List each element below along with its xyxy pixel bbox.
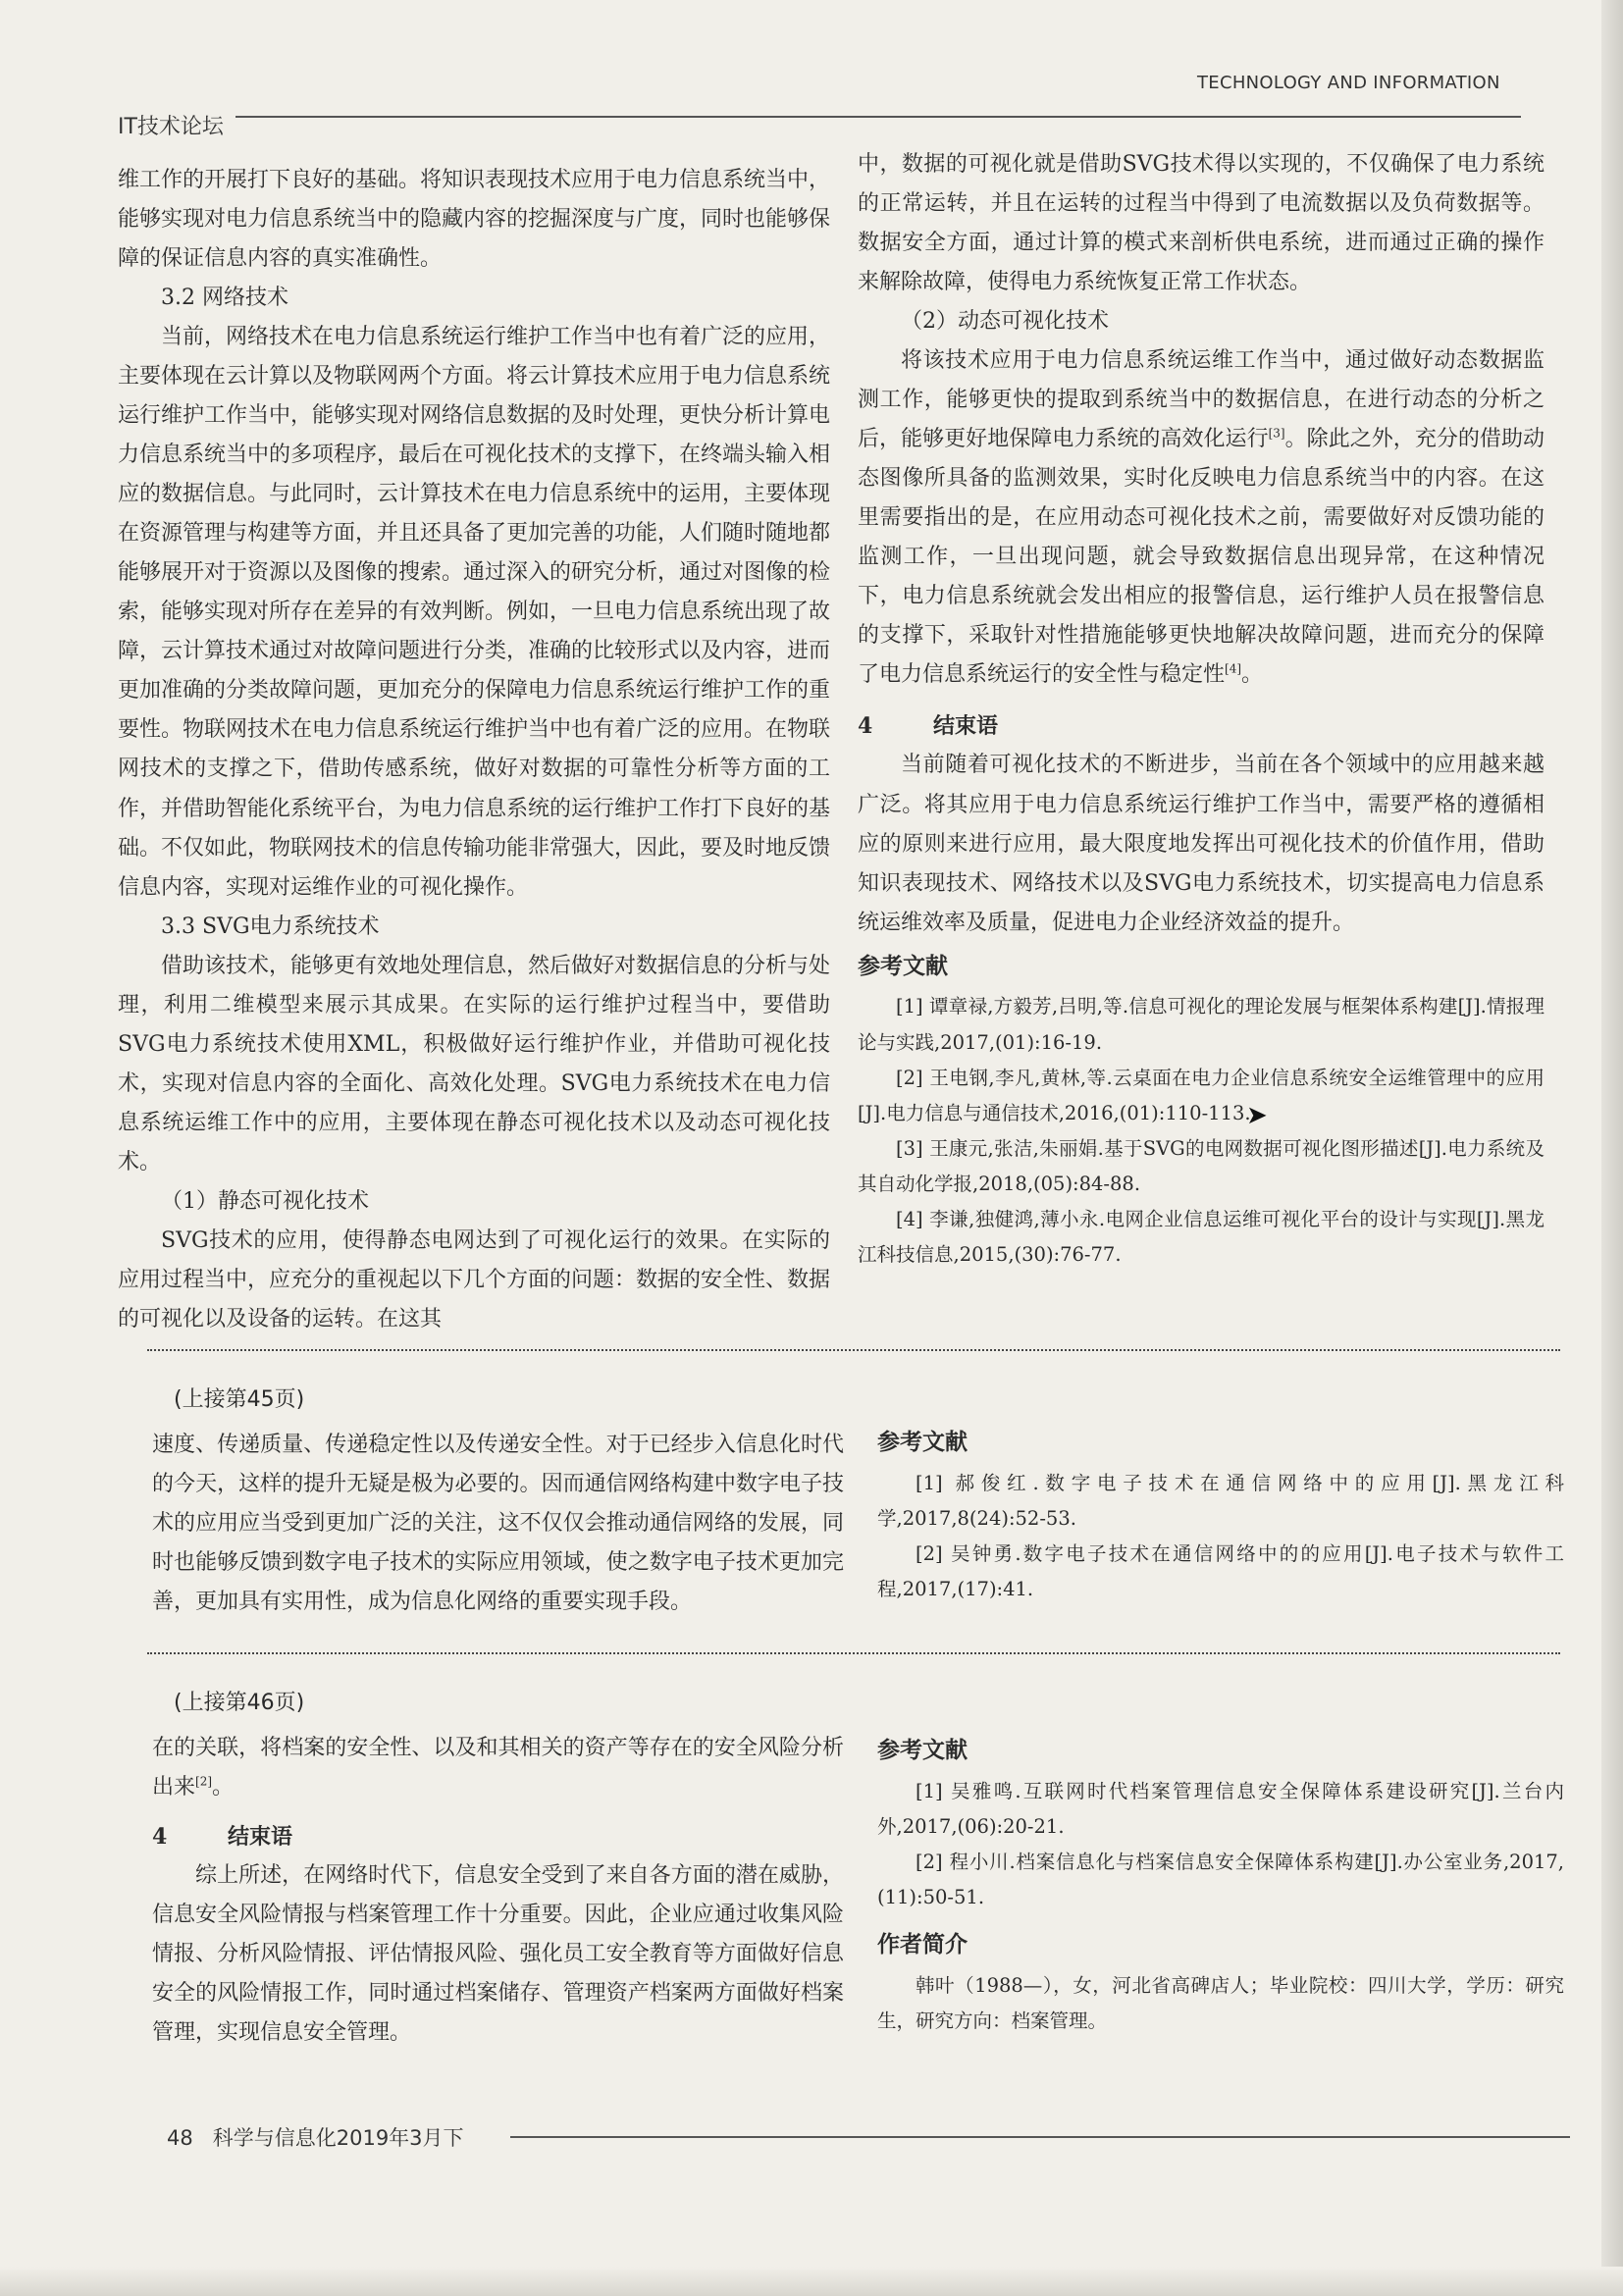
- dotted-separator: [147, 1652, 1560, 1654]
- reference-item: [1] 郝俊红.数字电子技术在通信网络中的应用[J].黑龙江科学,2017,8(24):52-53.: [877, 1471, 1564, 1530]
- paragraph: 当前，网络技术在电力信息系统运行维护工作当中也有着广泛的应用，主要体现在云计算以及物联网两个方面。将云计算技术应用于电力信息系统运行维护工作当中，能够实现对网络信息数据的及时处理，更快分析计算电力信息系统当中的多项程序，最后在可视化技术的支撑下，在终端头输入相应的数据信息。与此同时，云计算技术在电力信息系统中的运用，主要体现在资源管理与构建等方面，并且还具备了更加完善的功能，人们随时随地都能够展开对于资源以及图像的搜索。通过深入的研究分析，通过对图像的检索，能够实现对所存在差异的有效判断。例如，一旦电力信息系统出现了故障，云计算技术通过对故障问题进行分类，准确的比较形式以及内容，进而更加准确的分类故障问题，更加充分的保障电力信息系统运行维护工作的重要性。物联网技术在电力信息系统运行维护当中也有着广泛的应用。在物联网技术的支撑之下，借助传感系统，做好对数据的可靠性分析等方面的工作，并借助智能化系统平台，为电力信息系统的运行维护工作打下良好的基础。不仅如此，物联网技术的信息传输功能非常强大，因此，要及时地反馈信息内容，实现对运维作业的可视化操作。: [118, 325, 831, 900]
- references-heading: 参考文献: [877, 1430, 968, 1455]
- section-title: 结束语: [228, 1824, 293, 1851]
- reference-item: [2] 王电钢,李凡,黄林,等.云桌面在电力企业信息系统安全运维管理中的应用[J].电力信息与通信技术,2016,(01):110-113.: [858, 1066, 1544, 1124]
- section-number: 4: [152, 1824, 168, 1851]
- citation-marker: [3]: [1268, 426, 1285, 441]
- continued-article-left: [152, 1381, 844, 1622]
- article-column-left: [118, 161, 830, 1339]
- reference-item: [1] 吴雅鸣.互联网时代档案管理信息安全保障体系建设研究[J].兰台内外,2017,(06):20-21.: [877, 1779, 1564, 1838]
- paragraph: 中，数据的可视化就是借助SVG技术得以实现的，不仅确保了电力系统的正常运转，并且在运转的过程当中得到了电流数据以及负荷数据等。数据安全方面，通过计算的模式来剖析供电系统，进而通过正确的操作来解除故障，使得电力系统恢复正常工作状态。: [858, 152, 1544, 295]
- reference-list: [877, 1466, 1564, 1607]
- reference-item: [2] 吴钟勇.数字电子技术在通信网络中的的应用[J].电子技术与软件工程,2017,(17):41.: [877, 1541, 1564, 1601]
- scan-edge: [1601, 0, 1623, 2296]
- dotted-separator: [147, 1349, 1560, 1351]
- reference-item: [1] 谭章禄,方毅芳,吕明,等.信息可视化的理论发展与框架体系构建[J].情报理论与实践,2017,(01):16-19.: [858, 995, 1544, 1054]
- subsection-heading: 3.3 SVG电力系统技术: [161, 913, 380, 939]
- section-heading: [152, 1817, 844, 1856]
- section-number: 4: [858, 713, 873, 740]
- page-number: 48: [167, 2126, 193, 2150]
- paragraph-text: 。: [212, 1775, 235, 1800]
- section-heading: [858, 706, 1544, 746]
- author-bio: [877, 1968, 1564, 2039]
- scan-bottom-edge: [0, 2267, 1623, 2296]
- reference-list: [858, 989, 1544, 1273]
- paragraph: [858, 341, 1544, 695]
- cursor-pointer-icon: ➤: [1246, 1101, 1268, 1130]
- page-footer: [167, 2122, 464, 2152]
- reference-list: [877, 1774, 1564, 1915]
- paragraph-text: 。: [1241, 662, 1264, 688]
- continued-article-right: [877, 1727, 1564, 2039]
- paragraph-text: 。除此之外，充分的借助动态图像所具备的监测效果，实时化反映电力信息系统当中的内容。在这里需要指出的是，在应用动态可视化技术之前，需要做好对反馈功能的监测工作，一旦出现问题，就会导致数据信息出现异常，在这种情况下，电力信息系统就会发出相应的报警信息，运行维护人员在报警信息的支撑下，采取针对性措施能够更快地解决故障问题，进而充分的保障了电力信息系统运行的安全性与稳定性: [858, 427, 1544, 688]
- citation-marker: [2]: [195, 1774, 213, 1789]
- journal-issue: 科学与信息化2019年3月下: [212, 2126, 464, 2150]
- paragraph: [152, 1729, 844, 1807]
- subsection-heading: （2）动态可视化技术: [901, 309, 1109, 335]
- author-bio-heading: 作者简介: [877, 1932, 968, 1958]
- subsection-heading: （1）静态可视化技术: [161, 1188, 369, 1214]
- footer-rule: [510, 2136, 1570, 2138]
- continued-article-right: [877, 1419, 1564, 1607]
- continuation-note: (上接第46页): [174, 1691, 305, 1715]
- continued-article-left: [152, 1684, 844, 2053]
- section-title: IT技术论坛: [118, 115, 224, 139]
- article-column-right: [858, 145, 1544, 1273]
- continuation-note: (上接第45页): [174, 1387, 305, 1412]
- reference-item: [4] 李谦,独健鸿,薄小永.电网企业信息运维可视化平台的设计与实现[J].黑龙江科技信息,2015,(30):76-77.: [858, 1207, 1544, 1266]
- references-heading: 参考文献: [877, 1738, 968, 1763]
- header-rule: [236, 116, 1521, 118]
- subsection-heading: 3.2 网络技术: [161, 286, 288, 311]
- section-title: 结束语: [933, 713, 999, 740]
- citation-marker: [4]: [1225, 662, 1242, 677]
- paragraph: SVG技术的应用，使得静态电网达到了可视化运行的效果。在实际的应用过程当中，应充分的重视起以下几个方面的问题：数据的安全性、数据的可视化以及设备的运转。在这其: [118, 1227, 831, 1331]
- paragraph: 速度、传递质量、传递稳定性以及传递安全性。对于已经步入信息化时代的今天，这样的提升无疑是极为必要的。因而通信网络构建中数字电子技术的应用应当受到更加广泛的关注，这不仅仅会推动通信网络的发展，同时也能够反馈到数字电子技术的实际应用领域，使之数字电子技术更加完善，更加具有实用性，成为信息化网络的重要实现手段。: [152, 1433, 844, 1615]
- paragraph-text: 在的关联，将档案的安全性、以及和其相关的资产等存在的安全风险分析出来: [152, 1736, 844, 1800]
- paragraph: 当前随着可视化技术的不断进步，当前在各个领域中的应用越来越广泛。将其应用于电力信息系统运行维护工作当中，需要严格的遵循相应的原则来进行应用，最大限度地发挥出可视化技术的价值作用，借助知识表现技术、网络技术以及SVG电力系统技术，切实提高电力信息系统运维效率及质量，促进电力企业经济效益的提升。: [858, 753, 1544, 935]
- references-heading: 参考文献: [858, 953, 948, 979]
- paragraph: 维工作的开展打下良好的基础。将知识表现技术应用于电力信息系统当中，能够实现对电力信息系统当中的隐藏内容的挖掘深度与广度，同时也能够保障的保证信息内容的真实准确性。: [118, 168, 831, 272]
- paragraph: 借助该技术，能够更有效地处理信息，然后做好对数据信息的分析与处理，利用二维模型来展示其成果。在实际的运行维护过程当中，要借助SVG电力系统技术使用XML，积极做好运行维护作业，并借助可视化技术，实现对信息内容的全面化、高效化处理。SVG电力系统技术在电力信息系统运维工作中的应用，主要体现在静态可视化技术以及动态可视化技术。: [118, 953, 831, 1174]
- reference-item: [2] 程小川.档案信息化与档案信息安全保障体系构建[J].办公室业务,2017,(11):50-51.: [877, 1850, 1564, 1909]
- author-bio-text: 韩叶（1988—），女，河北省高碑店人；毕业院校：四川大学，学历：研究生，研究方向：档案管理。: [877, 1973, 1564, 2033]
- journal-english-title: TECHNOLOGY AND INFORMATION: [1197, 73, 1500, 93]
- paragraph-text: 将该技术应用于电力信息系统运维工作当中，通过做好动态数据监测工作，能够更快的提取到系统当中的数据信息，在进行动态的分析之后，能够更好地保障电力系统的高效化运行: [858, 348, 1544, 452]
- reference-item: [3] 王康元,张洁,朱丽娟.基于SVG的电网数据可视化图形描述[J].电力系统及其自动化学报,2018,(05):84-88.: [858, 1136, 1544, 1195]
- paragraph: 综上所述，在网络时代下，信息安全受到了来自各方面的潜在威胁，信息安全风险情报与档案管理工作十分重要。因此，企业应通过收集风险情报、分析风险情报、评估情报风险、强化员工安全教育等方面做好信息安全的风险情报工作，同时通过档案储存、管理资产档案两方面做好档案管理，实现信息安全管理。: [152, 1863, 844, 2046]
